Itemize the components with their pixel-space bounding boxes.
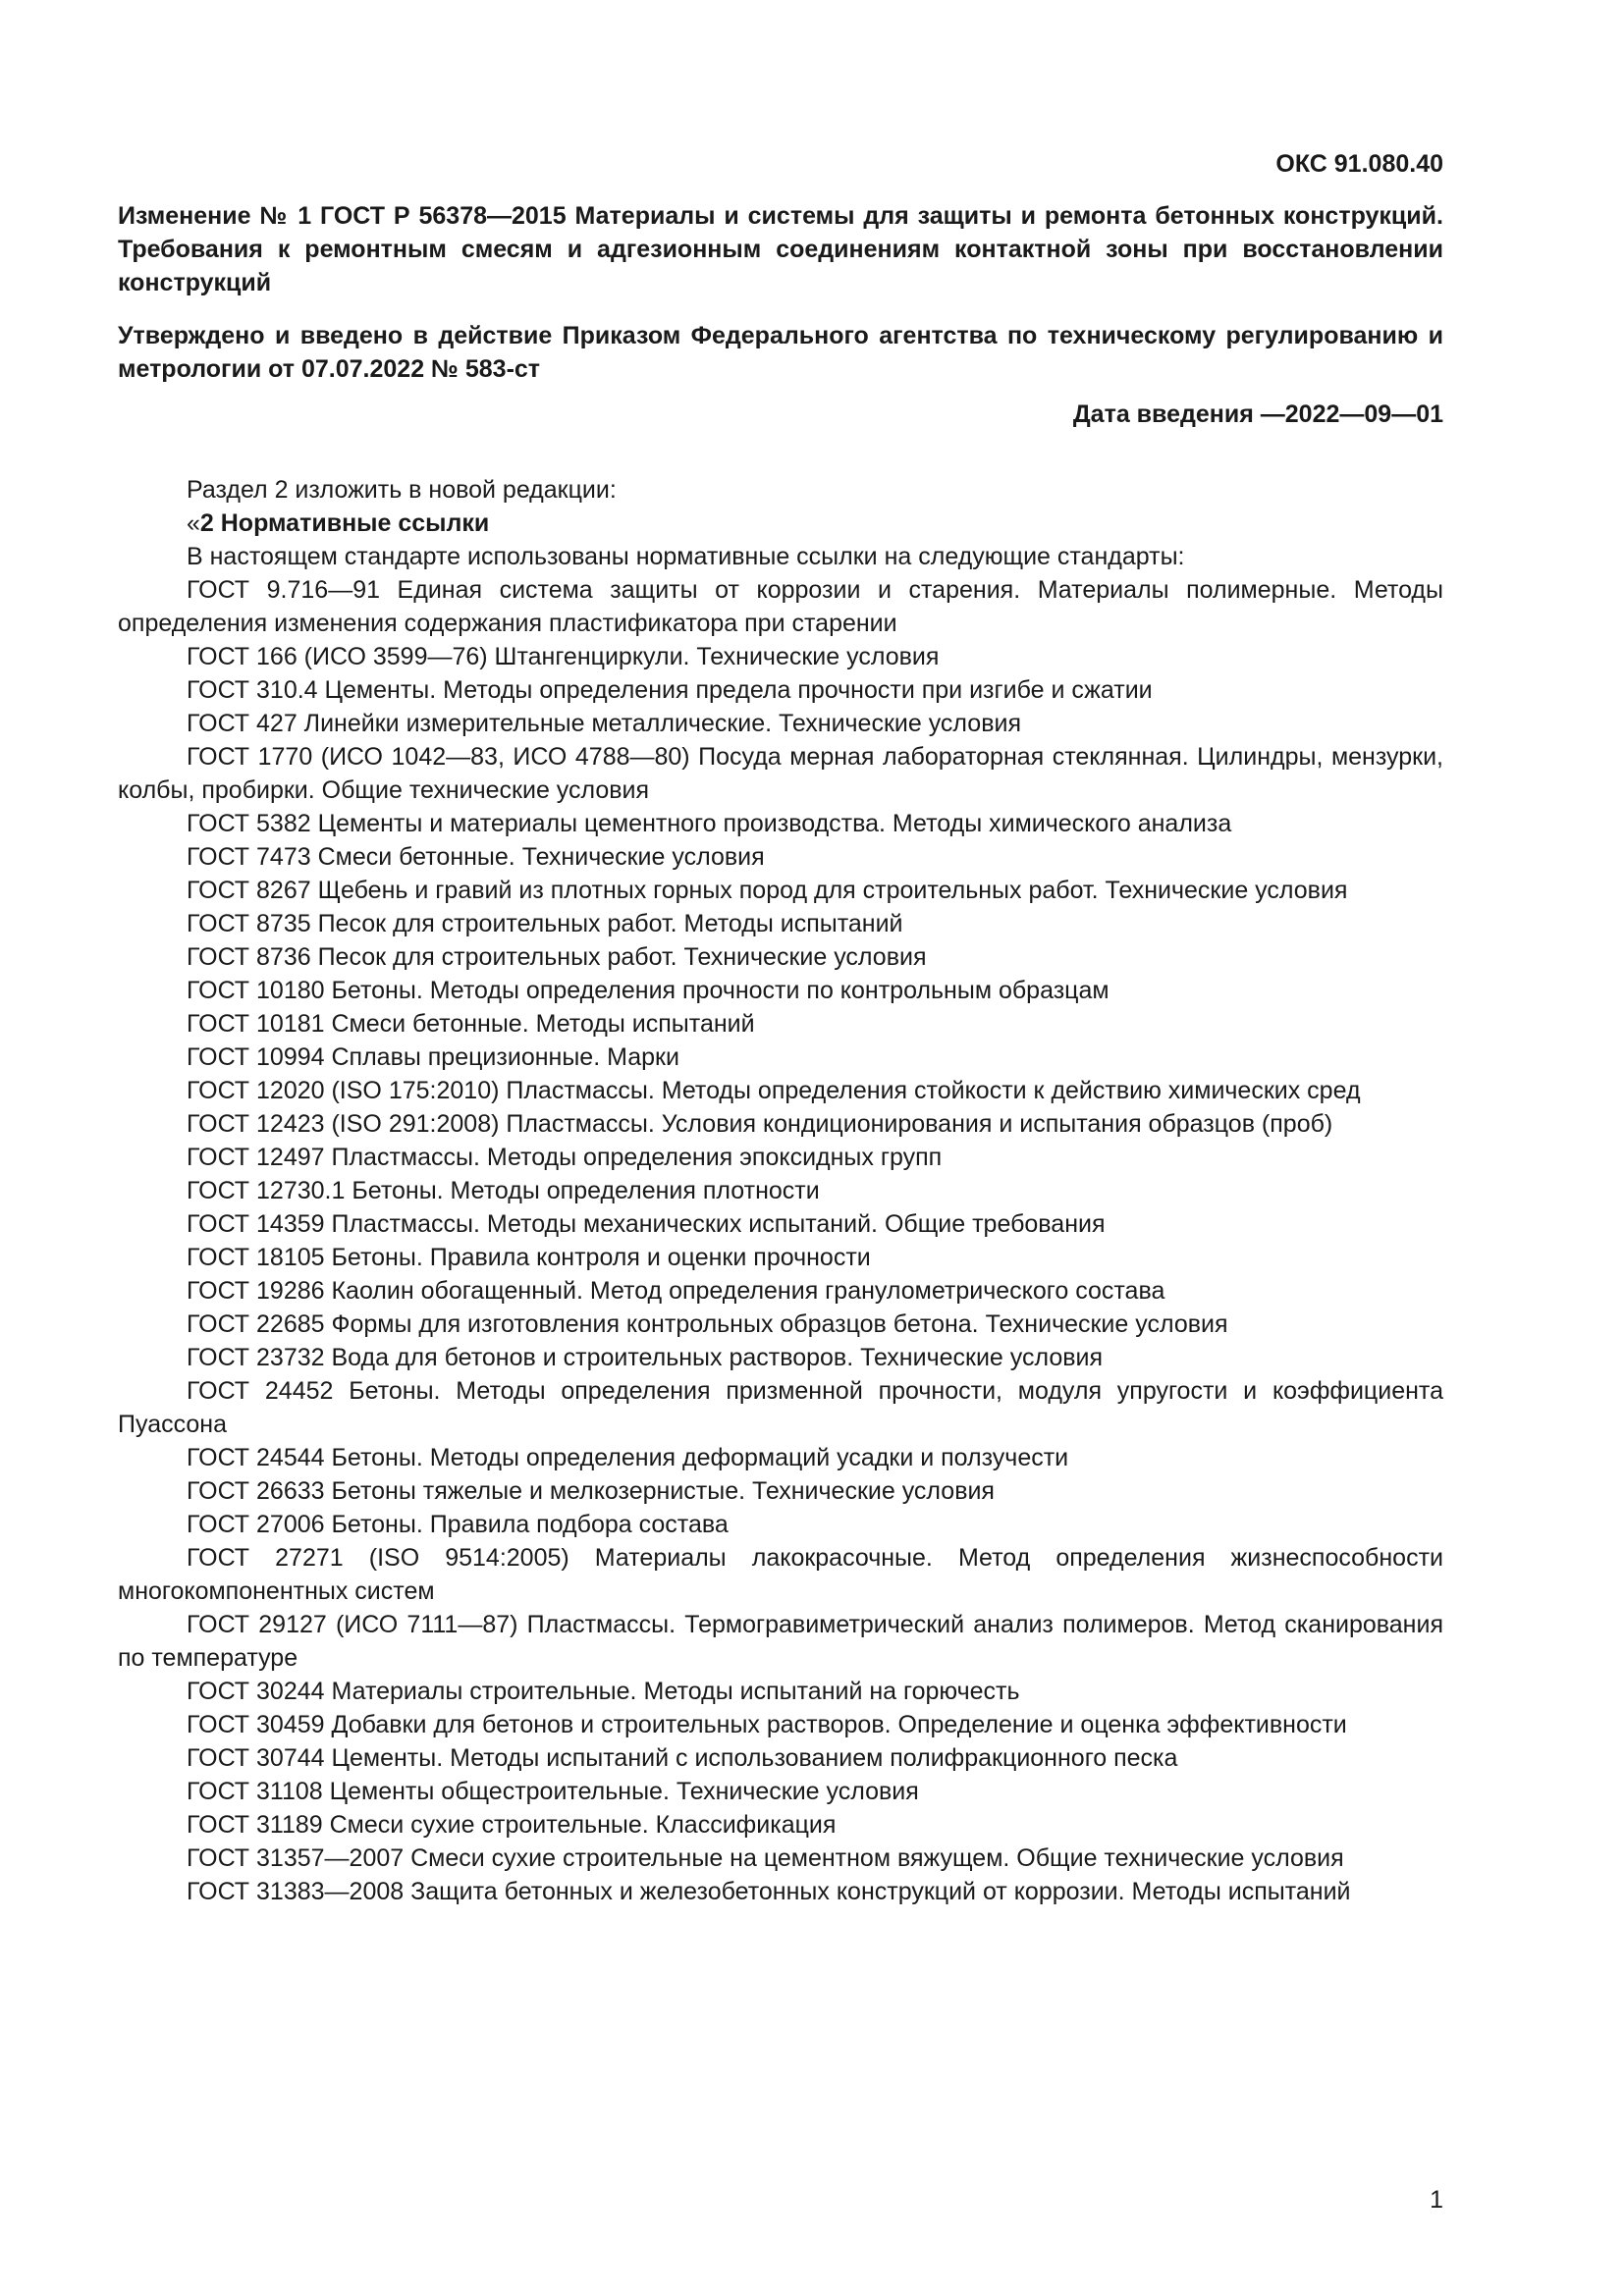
reference-item: ГОСТ 27271 (ISO 9514:2005) Материалы лакокрасочные. Метод определения жизнеспособности многокомпонентных систем <box>118 1544 1443 1605</box>
approval-statement: Утверждено и введено в действие Приказом Федерального агентства по техническому регулированию и метрологии от 07.07.2022 № 583-ст <box>118 322 1443 383</box>
reference-item: ГОСТ 14359 Пластмассы. Методы механических испытаний. Общие требования <box>187 1210 1106 1238</box>
reference-item: ГОСТ 31189 Смеси сухие строительные. Классификация <box>187 1811 837 1839</box>
reference-item: ГОСТ 19286 Каолин обогащенный. Метод определения гранулометрического состава <box>187 1277 1165 1305</box>
opening-quote: « <box>187 509 200 537</box>
reference-item: ГОСТ 29127 (ИСО 7111—87) Пластмассы. Термогравиметрический анализ полимеров. Метод сканирования по температуре <box>118 1611 1443 1672</box>
reference-item: ГОСТ 5382 Цементы и материалы цементного производства. Методы химического анализа <box>187 810 1232 837</box>
reference-item: ГОСТ 9.716—91 Единая система защиты от коррозии и старения. Материалы полимерные. Методы определения изменения содержания пластификатора при старении <box>118 576 1443 637</box>
reference-item: ГОСТ 8735 Песок для строительных работ. Методы испытаний <box>187 910 903 937</box>
reference-item: ГОСТ 166 (ИСО 3599—76) Штангенциркули. Технические условия <box>187 643 940 670</box>
section-heading: 2 Нормативные ссылки <box>199 509 490 537</box>
reference-item: ГОСТ 310.4 Цементы. Методы определения предела прочности при изгибе и сжатии <box>187 676 1153 704</box>
reference-list <box>118 573 1443 1908</box>
reference-item: ГОСТ 24544 Бетоны. Методы определения деформаций усадки и ползучести <box>187 1444 1069 1471</box>
section-heading-line <box>118 507 1443 540</box>
reference-item: ГОСТ 7473 Смеси бетонные. Технические условия <box>187 843 765 871</box>
document-body <box>118 473 1443 1908</box>
reference-item: ГОСТ 24452 Бетоны. Методы определения призменной прочности, модуля упругости и коэффициента Пуассона <box>118 1377 1443 1438</box>
reference-item: ГОСТ 12020 (ISO 175:2010) Пластмассы. Методы определения стойкости к действию химических сред <box>187 1077 1361 1104</box>
reference-item: ГОСТ 30244 Материалы строительные. Методы испытаний на горючесть <box>187 1678 1020 1705</box>
reference-item: ГОСТ 8736 Песок для строительных работ. Технические условия <box>187 943 927 971</box>
reference-item: ГОСТ 10180 Бетоны. Методы определения прочности по контрольным образцам <box>187 977 1110 1004</box>
reference-item: ГОСТ 31357—2007 Смеси сухие строительные на цементном вяжущем. Общие технические условия <box>187 1844 1344 1872</box>
reference-item: ГОСТ 8267 Щебень и гравий из плотных горных пород для строительных работ. Технические условия <box>187 877 1348 904</box>
amendment-title: Изменение № 1 ГОСТ Р 56378—2015 Материалы и системы для защиты и ремонта бетонных конструкций. Требования к ремонтным смесям и адгезионным соединениям контактной зоны при восстановлении конструкций <box>118 202 1443 296</box>
reference-item: ГОСТ 427 Линейки измерительные металлические. Технические условия <box>187 710 1021 737</box>
reference-item: ГОСТ 10994 Сплавы прецизионные. Марки <box>187 1043 679 1071</box>
reference-item: ГОСТ 30744 Цементы. Методы испытаний с использованием полифракционного песка <box>187 1744 1178 1772</box>
page-number: 1 <box>1430 2186 1443 2214</box>
reference-item: ГОСТ 22685 Формы для изготовления контрольных образцов бетона. Технические условия <box>187 1310 1228 1338</box>
reference-item: ГОСТ 31383—2008 Защита бетонных и железобетонных конструкций от коррозии. Методы испытаний <box>187 1878 1351 1905</box>
oks-code: ОКС 91.080.40 <box>1275 150 1443 178</box>
reference-item: ГОСТ 12730.1 Бетоны. Методы определения плотности <box>187 1177 820 1204</box>
lead-text: В настоящем стандарте использованы нормативные ссылки на следующие стандарты: <box>187 543 1185 570</box>
reference-item: ГОСТ 27006 Бетоны. Правила подбора состава <box>187 1511 729 1538</box>
document-page <box>118 0 1443 2296</box>
reference-item: ГОСТ 26633 Бетоны тяжелые и мелкозернистые. Технические условия <box>187 1477 995 1505</box>
reference-item: ГОСТ 12423 (ISO 291:2008) Пластмассы. Условия кондиционирования и испытания образцов (проб) <box>187 1110 1333 1138</box>
reference-item: ГОСТ 31108 Цементы общестроительные. Технические условия <box>187 1778 919 1805</box>
reference-item: ГОСТ 10181 Смеси бетонные. Методы испытаний <box>187 1010 755 1038</box>
reference-item: ГОСТ 1770 (ИСО 1042—83, ИСО 4788—80) Посуда мерная лабораторная стеклянная. Цилиндры, мензурки, колбы, пробирки. Общие технические условия <box>118 743 1443 804</box>
introduction-date: Дата введения —2022—09—01 <box>1072 400 1443 428</box>
reference-item: ГОСТ 30459 Добавки для бетонов и строительных растворов. Определение и оценка эффективности <box>187 1711 1347 1738</box>
instruction-text: Раздел 2 изложить в новой редакции: <box>187 476 617 504</box>
reference-item: ГОСТ 23732 Вода для бетонов и строительных растворов. Технические условия <box>187 1344 1104 1371</box>
reference-item: ГОСТ 18105 Бетоны. Правила контроля и оценки прочности <box>187 1244 871 1271</box>
reference-item: ГОСТ 12497 Пластмассы. Методы определения эпоксидных групп <box>187 1144 943 1171</box>
